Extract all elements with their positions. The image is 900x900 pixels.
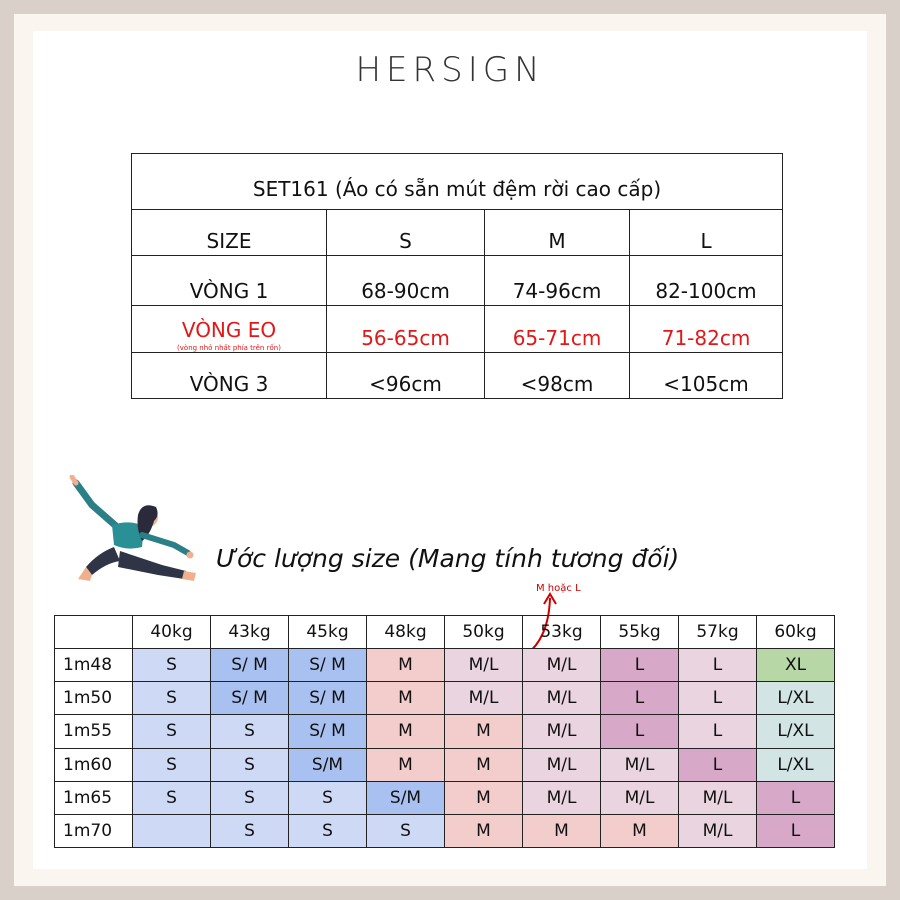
table-row <box>55 715 835 748</box>
size-cell: S <box>289 781 367 814</box>
size-cell: S <box>133 781 211 814</box>
height-label: 1m48 <box>55 649 133 682</box>
size-estimate-table <box>54 615 835 848</box>
size-cell: L/XL <box>757 682 835 715</box>
size-cell: S/ M <box>289 649 367 682</box>
size-cell: S/M <box>289 748 367 781</box>
size-cell: L <box>679 682 757 715</box>
size-cell: M <box>367 649 445 682</box>
size-cell: M <box>445 715 523 748</box>
size-header-l: L <box>630 210 783 256</box>
measure-cell: 65-71cm <box>485 306 630 353</box>
size-cell: L/XL <box>757 715 835 748</box>
measure-row <box>132 306 783 353</box>
estimate-title: Ước lượng size (Mang tính tương đối) <box>216 544 680 573</box>
size-cell: S/ M <box>211 649 289 682</box>
height-label: 1m60 <box>55 748 133 781</box>
size-cell: S <box>367 814 445 847</box>
size-cell: M/L <box>679 781 757 814</box>
table-row <box>55 814 835 847</box>
brand-logo: HERSIGN <box>355 50 545 90</box>
size-cell: S <box>133 649 211 682</box>
measure-row-label: VÒNG EO <box>181 318 277 342</box>
size-cell: L/XL <box>757 748 835 781</box>
size-cell: L <box>601 715 679 748</box>
size-header-s: S <box>327 210 485 256</box>
corner-cell <box>55 616 133 649</box>
weight-header-cell: 60kg <box>757 616 835 649</box>
size-cell: M <box>445 781 523 814</box>
size-cell: M/L <box>523 748 601 781</box>
product-title: SET161 (Áo có sẵn mút đệm rời cao cấp) <box>132 154 783 210</box>
weight-header-cell: 53kg <box>523 616 601 649</box>
measure-row-sublabel: (vòng nhỏ nhất phía trên rốn) <box>177 344 281 352</box>
weight-header-cell: 45kg <box>289 616 367 649</box>
size-cell: M/L <box>523 649 601 682</box>
size-cell: S/ M <box>289 682 367 715</box>
size-cell: M/L <box>679 814 757 847</box>
measure-cell: <105cm <box>630 353 783 399</box>
size-cell: S/ M <box>289 715 367 748</box>
size-cell <box>133 814 211 847</box>
size-cell: S <box>133 682 211 715</box>
measure-row-label-cell <box>132 306 327 353</box>
table-row <box>55 682 835 715</box>
size-cell: M/L <box>523 715 601 748</box>
size-cell: M/L <box>445 682 523 715</box>
table-row <box>55 781 835 814</box>
weight-header-cell: 40kg <box>133 616 211 649</box>
size-cell: S <box>133 715 211 748</box>
size-cell: L <box>757 781 835 814</box>
weight-header-cell: 50kg <box>445 616 523 649</box>
size-cell: S <box>133 748 211 781</box>
size-cell: M <box>367 715 445 748</box>
weight-header-row <box>55 616 835 649</box>
size-cell: S/M <box>367 781 445 814</box>
size-header-row <box>132 210 783 256</box>
size-cell: M/L <box>601 748 679 781</box>
height-label: 1m55 <box>55 715 133 748</box>
size-cell: L <box>679 715 757 748</box>
measure-cell: <98cm <box>485 353 630 399</box>
size-cell: S/ M <box>211 682 289 715</box>
yoga-figure-illustration <box>62 475 202 585</box>
size-header-label: SIZE <box>132 210 327 256</box>
measure-cell: 82-100cm <box>630 256 783 306</box>
size-cell: L <box>601 649 679 682</box>
size-cell: S <box>211 814 289 847</box>
measure-row-label: VÒNG 3 <box>132 353 327 399</box>
measure-cell: 68-90cm <box>327 256 485 306</box>
size-cell: M <box>601 814 679 847</box>
measure-row-label: VÒNG 1 <box>132 256 327 306</box>
size-cell: S <box>211 781 289 814</box>
size-cell: M/L <box>523 781 601 814</box>
measure-row <box>132 256 783 306</box>
size-cell: S <box>211 748 289 781</box>
size-header-m: M <box>485 210 630 256</box>
size-cell: M <box>523 814 601 847</box>
size-cell: L <box>679 748 757 781</box>
size-cell: M <box>445 814 523 847</box>
size-cell: M/L <box>601 781 679 814</box>
size-cell: M <box>445 748 523 781</box>
table-row <box>55 649 835 682</box>
size-cell: S <box>211 715 289 748</box>
weight-header-cell: 57kg <box>679 616 757 649</box>
height-label: 1m50 <box>55 682 133 715</box>
size-cell: M/L <box>523 682 601 715</box>
size-cell: M/L <box>445 649 523 682</box>
measure-row <box>132 353 783 399</box>
size-cell: L <box>601 682 679 715</box>
annotation-note: M hoặc L <box>536 583 581 594</box>
weight-header-cell: 55kg <box>601 616 679 649</box>
weight-header-cell: 43kg <box>211 616 289 649</box>
height-label: 1m70 <box>55 814 133 847</box>
size-cell: M <box>367 682 445 715</box>
height-label: 1m65 <box>55 781 133 814</box>
measure-cell: 71-82cm <box>630 306 783 353</box>
size-cell: XL <box>757 649 835 682</box>
size-cell: S <box>289 814 367 847</box>
size-cell: M <box>367 748 445 781</box>
measure-cell: 56-65cm <box>327 306 485 353</box>
measure-cell: 74-96cm <box>485 256 630 306</box>
measurement-table <box>131 153 783 399</box>
measure-cell: <96cm <box>327 353 485 399</box>
weight-header-cell: 48kg <box>367 616 445 649</box>
size-cell: L <box>757 814 835 847</box>
size-cell: L <box>679 649 757 682</box>
table-row <box>55 748 835 781</box>
